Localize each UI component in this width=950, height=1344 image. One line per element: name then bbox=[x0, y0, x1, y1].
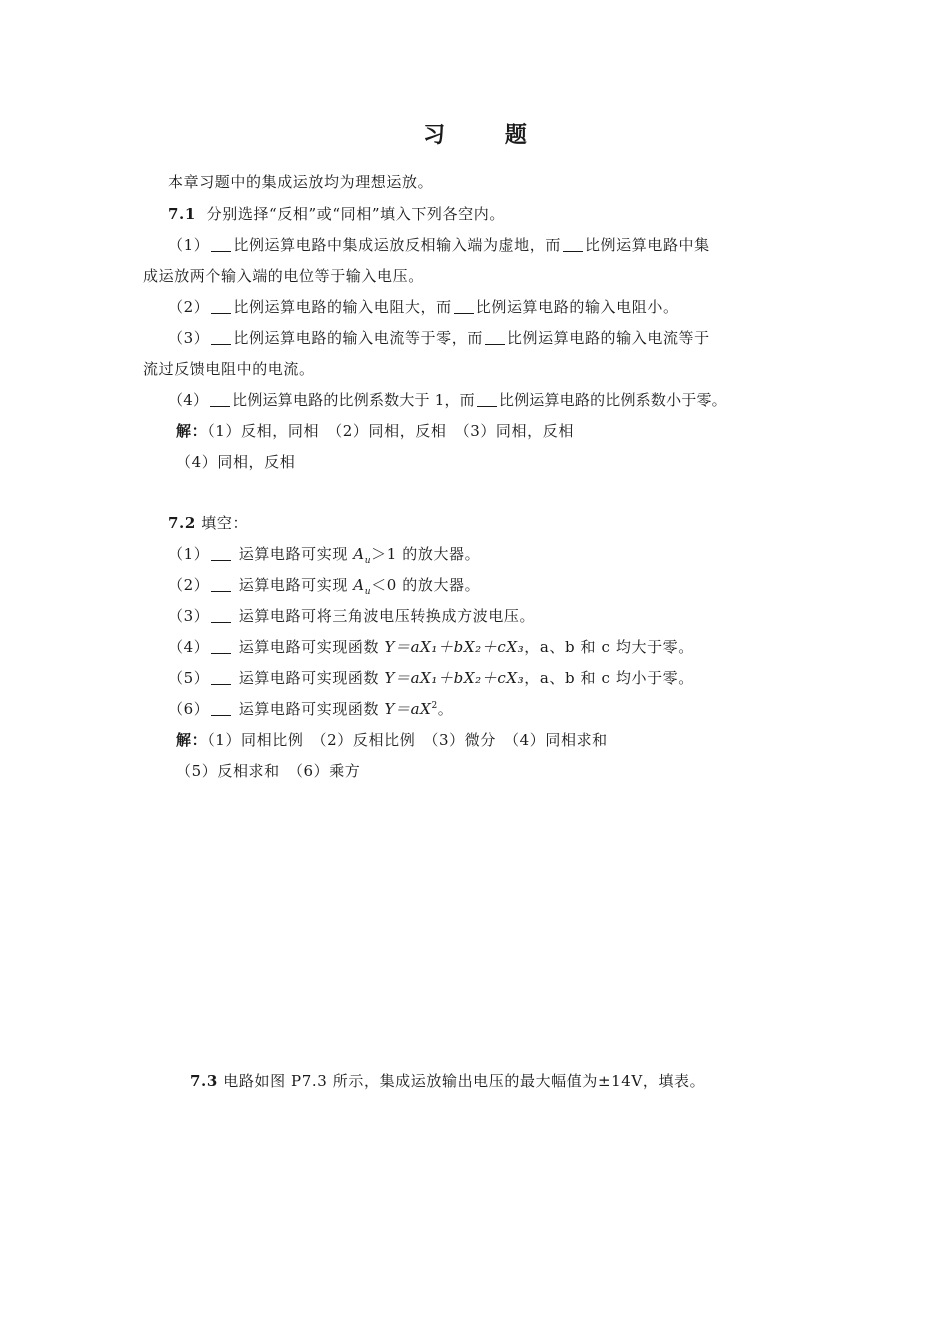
answer-blank bbox=[211, 237, 231, 252]
q72-item-1 bbox=[168, 544, 480, 564]
answer-blank bbox=[211, 577, 231, 592]
item-text: 运算电路可实现函数 bbox=[238, 700, 385, 718]
q72-item-5 bbox=[168, 668, 694, 688]
item-index: （3） bbox=[168, 607, 210, 625]
item-text: 运算电路可实现 bbox=[238, 576, 354, 594]
answer-blank bbox=[485, 330, 505, 345]
q71-item-1-cont: 成运放两个输入端的电位等于输入电压。 bbox=[143, 267, 424, 285]
item-index: （4） bbox=[168, 391, 209, 409]
solution-text: （1）同相比例 （2）反相比例 （3）微分 （4）同相求和 bbox=[207, 731, 608, 749]
solution-text: （1）反相，同相 （2）同相，反相 （3）同相，反相 bbox=[207, 422, 574, 440]
answer-blank bbox=[563, 237, 583, 252]
q73-heading bbox=[190, 1071, 705, 1091]
q71-solution-cont: （4）同相，反相 bbox=[176, 453, 296, 471]
item-text: 比例运算电路的比例系数小于零。 bbox=[498, 391, 727, 409]
intro-text: 本章习题中的集成运放均为理想运放。 bbox=[168, 173, 434, 191]
q71-number: 7.1 bbox=[168, 205, 196, 223]
item-text: ，a、b 和 c 均大于零。 bbox=[524, 638, 694, 656]
item-index: （4） bbox=[168, 638, 210, 656]
q73-number: 7.3 bbox=[190, 1072, 218, 1090]
q71-item-4 bbox=[168, 390, 727, 410]
item-text: 比例运算电路的输入电流等于零，而 bbox=[233, 329, 483, 347]
q71-item-3 bbox=[168, 328, 710, 348]
item-text: ＜0 的放大器。 bbox=[371, 576, 481, 594]
math-formula: Y＝aX₁＋bX₂＋cX₃ bbox=[384, 638, 525, 656]
answer-blank bbox=[211, 639, 231, 654]
item-text: ＞1 的放大器。 bbox=[371, 545, 481, 563]
q72-solution bbox=[176, 730, 608, 750]
q72-item-3 bbox=[168, 606, 535, 626]
q72-item-2 bbox=[168, 575, 480, 595]
item-text: 运算电路可实现函数 bbox=[238, 638, 385, 656]
item-text: 运算电路可实现 bbox=[238, 545, 354, 563]
item-index: （3） bbox=[168, 329, 210, 347]
answer-blank bbox=[211, 670, 231, 685]
answer-blank bbox=[211, 299, 231, 314]
solution-label: 解： bbox=[176, 731, 208, 749]
answer-blank bbox=[211, 546, 231, 561]
math-var: A bbox=[353, 576, 365, 594]
answer-blank bbox=[454, 299, 474, 314]
math-superscript: 2 bbox=[431, 701, 438, 711]
q72-text: 填空： bbox=[201, 514, 249, 532]
answer-blank bbox=[211, 701, 231, 716]
q71-heading bbox=[168, 204, 505, 224]
item-index: （5） bbox=[168, 669, 210, 687]
item-text: 比例运算电路中集 bbox=[584, 236, 710, 254]
item-index: （2） bbox=[168, 298, 210, 316]
q71-item-3-cont: 流过反馈电阻中的电流。 bbox=[143, 360, 315, 378]
math-subscript: u bbox=[364, 587, 372, 597]
answer-blank bbox=[211, 608, 231, 623]
q71-item-2 bbox=[168, 297, 679, 317]
item-index: （6） bbox=[168, 700, 210, 718]
item-text: ，a、b 和 c 均小于零。 bbox=[524, 669, 694, 687]
math-formula: Y＝aX bbox=[384, 700, 432, 718]
q71-solution bbox=[176, 421, 574, 441]
answer-blank bbox=[210, 392, 230, 407]
item-text: 运算电路可实现函数 bbox=[238, 669, 385, 687]
math-formula: Y＝aX₁＋bX₂＋cX₃ bbox=[384, 669, 525, 687]
q72-heading bbox=[168, 513, 248, 533]
solution-label: 解： bbox=[176, 422, 208, 440]
item-text: 比例运算电路的输入电流等于 bbox=[506, 329, 710, 347]
q72-item-4 bbox=[168, 637, 694, 657]
item-text: 运算电路可将三角波电压转换成方波电压。 bbox=[238, 607, 536, 625]
item-index: （1） bbox=[168, 236, 210, 254]
math-subscript: u bbox=[364, 556, 372, 566]
answer-blank bbox=[211, 330, 231, 345]
q72-number: 7.2 bbox=[168, 514, 196, 532]
q71-text: 分别选择“反相”或“同相”填入下列各空内。 bbox=[206, 205, 505, 223]
item-text: 比例运算电路的输入电阻小。 bbox=[475, 298, 679, 316]
item-index: （1） bbox=[168, 545, 210, 563]
item-text: 比例运算电路中集成运放反相输入端为虚地，而 bbox=[233, 236, 561, 254]
q72-solution-cont: （5）反相求和 （6）乘方 bbox=[176, 762, 361, 780]
answer-blank bbox=[477, 392, 497, 407]
q73-text: 电路如图 P7.3 所示，集成运放输出电压的最大幅值为±14V，填表。 bbox=[223, 1072, 706, 1090]
item-text: 比例运算电路的比例系数大于 1，而 bbox=[232, 391, 475, 409]
q71-item-1 bbox=[168, 235, 710, 255]
item-text: 。 bbox=[437, 700, 454, 718]
q72-item-6 bbox=[168, 699, 453, 719]
item-text: 比例运算电路的输入电阻大，而 bbox=[233, 298, 452, 316]
math-var: A bbox=[353, 545, 365, 563]
item-index: （2） bbox=[168, 576, 210, 594]
page-title: 习 题 bbox=[423, 122, 553, 148]
